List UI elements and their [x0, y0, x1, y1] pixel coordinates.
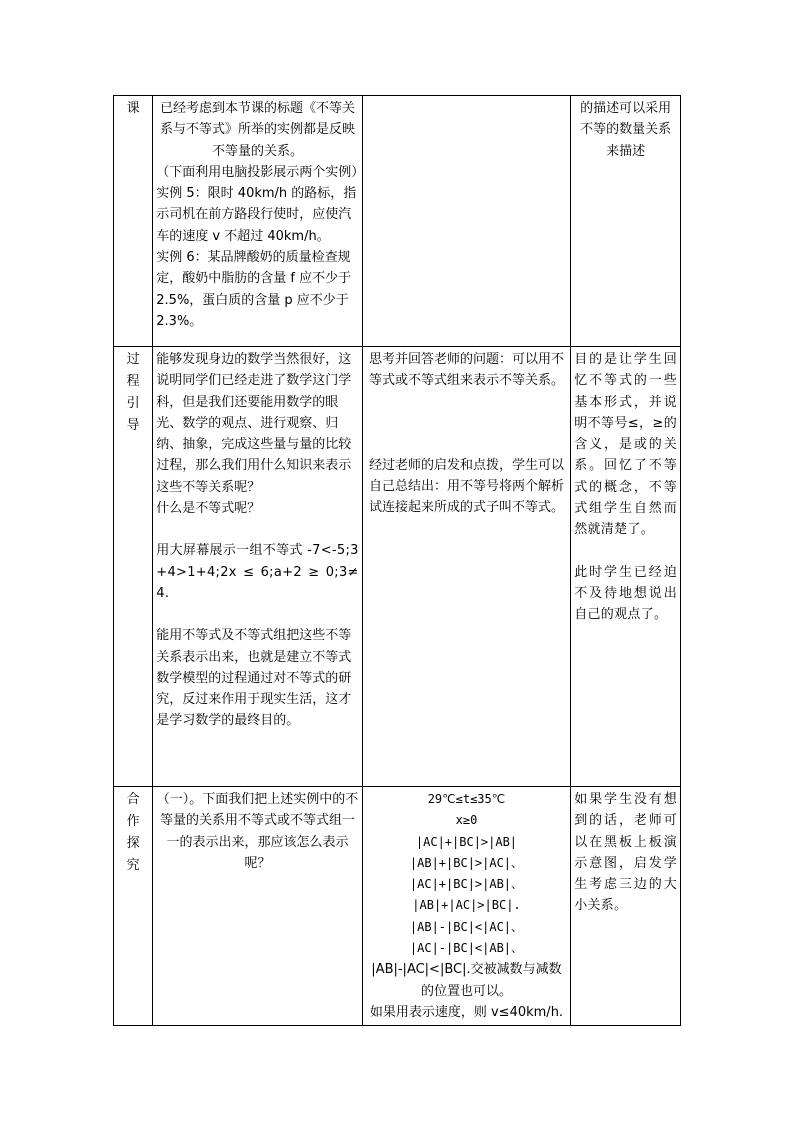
formula-line: |AC|+|BC|>|AB| [415, 834, 518, 849]
formula-line: |AB|+|AC|>|BC|. [412, 898, 521, 913]
teacher-activity-cell [153, 96, 365, 347]
formula-line: |AB|+|BC|>|AC|、 [409, 855, 524, 870]
student-activity-cell [362, 787, 570, 1026]
design-intent-cell [571, 347, 681, 787]
spacer [366, 392, 567, 413]
student-activity-cell [362, 96, 570, 347]
paragraph: 实例 6：某品牌酸奶的质量检查规定，酸奶中脂肪的含量 f 应不少于 2.5%，蛋白质的含量 p 应不少于 2.3%。 [156, 250, 352, 329]
paragraph: 实例 5：限时 40km/h 的路标，指示司机在前方路段行使时，应使汽车的速度 v 不超过 40km/h。 [156, 186, 357, 244]
paragraph: 目的是让学生回忆不等式的一些基本形式，并说明不等号≤，≥的含义，是或的关系。回忆了不等式的概念，不等式组学生自然而然就清楚了。 [574, 352, 677, 538]
paragraph: 什么是不等式呢？ [156, 501, 261, 517]
paragraph: 已经考虑到本节课的标题《不等关系与不等式》所举的实例都是反映不等量的关系。 [159, 101, 355, 159]
table-row [114, 96, 681, 347]
formula-line: 29℃≤t≤35℃ [427, 792, 506, 806]
spacer [366, 434, 567, 455]
teacher-activity-cell [153, 787, 362, 1026]
design-intent-cell [571, 96, 681, 347]
formula-line: x≥0 [455, 813, 478, 828]
stage-cell [114, 96, 153, 347]
paragraph: 能用不等式及不等式组把这些不等关系表示出来，也就是建立不等式数学模型的过程通过对不等式的研究，反过来作用于现实生活，这才是学习数学的最终目的。 [156, 628, 352, 729]
stage-cell [114, 347, 153, 787]
stage-label: 合作探究 [126, 792, 140, 873]
spacer [156, 519, 358, 540]
paragraph: 能够发现身边的数学当然很好，这说明同学们已经走进了数学这门学科，但是我们还要能用数学的眼光、数学的观点、进行观察、归纳、抽象，完成这些量与量的比较过程，那么我们用什么知识来表示这些不等关系呢？ [156, 352, 352, 495]
design-intent-cell [571, 787, 681, 1026]
paragraph: 此时学生已经迫不及待地想说出自己的观点了。 [574, 564, 677, 623]
paragraph: 的描述可以采用不等的数量关系来描述 [580, 101, 672, 159]
paragraph: 如果学生没有想到的话，老师可以在黑板上板演示意图，启发学生考虑三边的大小关系。 [574, 792, 677, 914]
stage-cell [114, 787, 153, 1026]
paragraph: （一）。下面我们把上述实例中的不等量的关系用不等式或不等式组一 一的表示出来，那应该怎么表示呢？ [156, 792, 359, 871]
paragraph: （下面利用电脑投影展示两个实例） [156, 164, 365, 180]
spacer [366, 413, 567, 434]
spacer [574, 541, 677, 562]
teacher-activity-cell [153, 347, 362, 787]
table-row [114, 787, 681, 1026]
paragraph: 如果用表示速度，则 v≤40km/h. [369, 1004, 564, 1020]
paragraph: 经过老师的启发和点拨，学生可以自己总结出：用不等号将两个解析试连接起来所成的式子叫不等式。 [368, 457, 564, 516]
formula-line: |AC|+|BC|>|AB|、 [409, 877, 524, 892]
table-row [114, 347, 681, 787]
paragraph: |AB|-|AC|<|BC|.交被减数与减数的位置也可以。 [371, 962, 562, 999]
lesson-plan-table [113, 95, 681, 1026]
stage-label: 过程引导 [126, 352, 140, 433]
paragraph: 用大屏幕展示一组不等式 -7<-5;3+4>1+4;2x ≤ 6;a+2 ≥ 0;3≠4. [156, 543, 359, 601]
stage-label: 课 [126, 101, 140, 116]
formula-line: |AB|-|BC|<|AC|、 [409, 919, 524, 934]
student-activity-cell [362, 347, 570, 787]
paragraph: 思考并回答老师的问题：可以用不等式或不等式组来表示不等关系。 [368, 352, 564, 389]
formula-line: |AC|-|BC|<|AB|、 [409, 941, 524, 956]
spacer [156, 604, 358, 625]
